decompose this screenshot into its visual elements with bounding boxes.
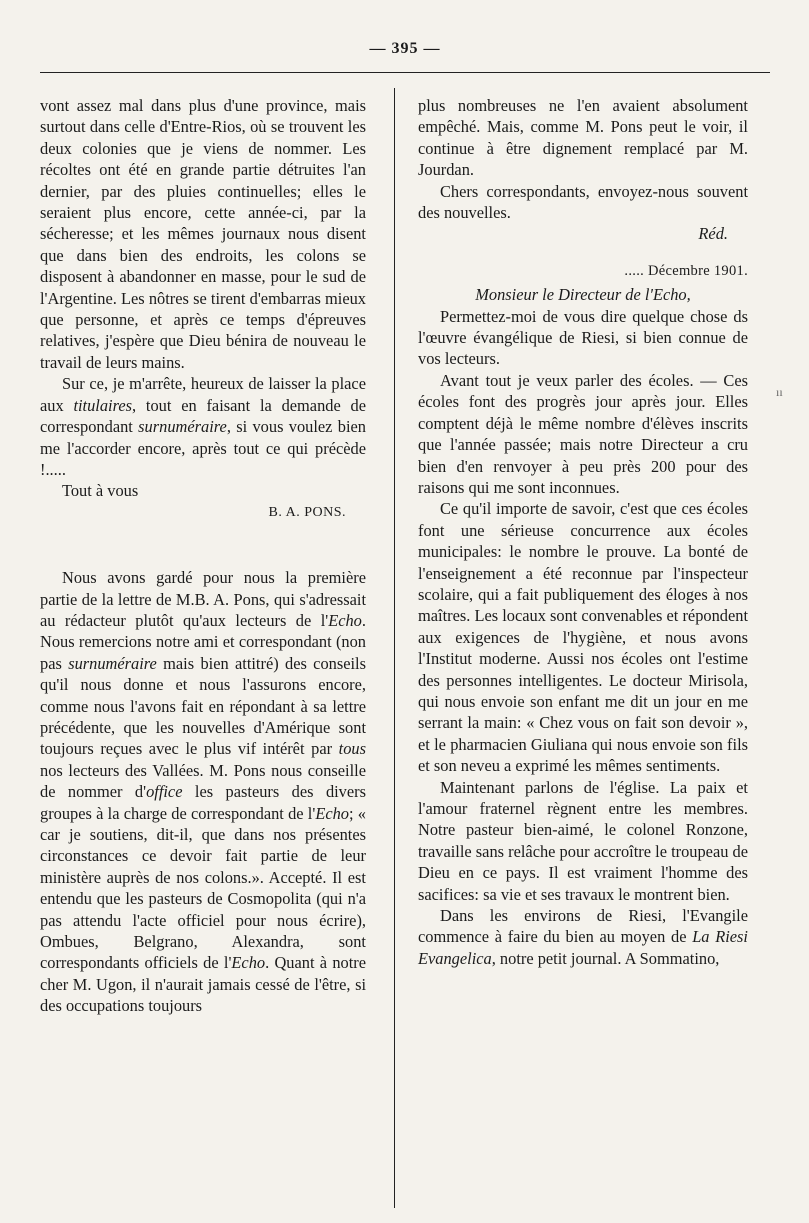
right-paragraph-3: Permettez-moi de vous dire quelque chose ds l'œuvre évangélique de Riesi, si bien connue de vos lecteurs. <box>418 306 748 369</box>
margin-mark: ıı <box>776 385 783 399</box>
right-paragraph-2: Chers correspondants, envoyez-nous souvent des nouvelles. <box>418 181 748 223</box>
signature: B. A. PONS. <box>268 504 346 520</box>
header-rule <box>40 72 770 73</box>
letter-date: ..... Décembre 1901. <box>624 262 748 279</box>
journal-title: La Riesi Evangelica <box>418 927 748 968</box>
page-number: — 395 — <box>369 40 441 57</box>
signoff: Tout à vous <box>62 481 139 501</box>
right-paragraph-1: plus nombreuses ne l'en avaient absolument empêché. Mais, comme M. Pons peut le voir, il continue à être dignement remplacé par M. Jourdan. <box>418 96 748 180</box>
right-column <box>418 95 748 969</box>
left-column <box>40 95 366 1017</box>
left-paragraph-3: Nous avons gardé pour nous la première partie de la lettre de M.B. A. Pons, qui s'adressait au rédacteur plutôt qu'aux lecteurs de l'Echo. Nous remercions notre ami et correspondant (non pas surnuméraire mais bien attitré) des conseils qu'il nous donne et nous l'assurons encore, comme nous l'avons fait en répondant à sa lettre précédente, que les nouvelles d'Amérique sont toujours reçues avec le plus vif intérêt par tous nos lecteurs des Vallées. M. Pons nous conseille de nommer d'office les pasteurs des divers groupes à la charge de correspondant de l'Echo; « car je soutiens, dit-il, que dans nos présentes circonstances ce devoir fait partie de leur ministère auprès de nos colons.». Accepté. Il est entendu que les pasteurs de Cosmopolita (qui n'a pas attendu l'acte officiel pour nous écrire), Ombues, Belgrano, Alexandra, sont correspondants officiels de l'Echo. Quant à notre cher M. Ugon, il n'aurait jamais cessé de l'être, si des occupations toujours <box>40 568 366 1016</box>
right-paragraph-4: Avant tout je veux parler des écoles. — Ces écoles font des progrès jour après jour. Elles comptent déjà le même nombre d'élèves inscrits que l'année passée; mais notre Directeur a cru bien d'en renvoyer à peu près 200 pour des raisons qui me sont inconnues. <box>418 370 748 497</box>
editor-signature: Réd. <box>698 224 728 244</box>
left-paragraph-1: vont assez mal dans plus d'une province, mais surtout dans celle d'Entre-Rios, où se trouvent les deux colonies que je viens de nommer. Les récoltes ont été en grande partie détruites l'an dernier, par des pluies continuelles; elles le seraient plus encore, cette année-ci, par la sécheresse; et les mêmes journaux nous disent que dans bien des endroits, les colons se disposent à abandonner en masse, pour le sud de l'Argentine. Les nôtres se tirent d'embarras mieux que personne, et après ce temps d'épreuves relatives, j'espère que Dieu bénira de nouveau le travail de leurs mains. <box>40 96 366 372</box>
left-paragraph-2: Sur ce, je m'arrête, heureux de laisser la place aux titulaires, tout en faisant la demande de correspondant surnuméraire, si vous voulez bien me l'accorder encore, après tout ce qui précède !..... <box>40 374 366 479</box>
emphasis-surnumeraire: surnuméraire <box>138 417 227 437</box>
right-paragraph-7: Dans les environs de Riesi, l'Evangile commence à faire du bien au moyen de La Riesi Evangelica, notre petit journal. A Sommatino, <box>418 906 748 968</box>
emphasis-titulaires: titulaires <box>73 395 133 415</box>
right-paragraph-6: Maintenant parlons de l'église. La paix et l'amour fraternel règnent entre les membres. Notre pasteur bien-aimé, le colonel Ronzone, travaille sans relâche pour accroître le troupeau de Dieu en ce pays. Il est vraiment l'homme des sacifices: sa vie et ses travaux le montrent bien. <box>418 777 748 904</box>
letter-salutation: Monsieur le Directeur de l'Echo, <box>475 285 691 305</box>
section-gap <box>40 523 366 567</box>
right-paragraph-5: Ce qu'il importe de savoir, c'est que ces écoles font une sérieuse concurrence aux écoles municipales: le nombre le prouve. La bonté de l'enseignement a été reconnue par l'inspecteur scolaire, qui a fait publiquement des éloges à nos maîtres. Les locaux sont convenables et répondent aux exigences de l'hygiène, et nous avons l'Institut moderne. Aussi nos écoles ont l'estime des personnes intelligentes. Le docteur Mirisola, qui nous envoie son enfant me dit un jour en me serrant la main: « Chez vous on fait son devoir », et le pharmacien Giuliana qui nous envoie son fils et son neveu a exprimé les mêmes sentiments. <box>418 499 748 776</box>
column-divider <box>394 88 395 1208</box>
